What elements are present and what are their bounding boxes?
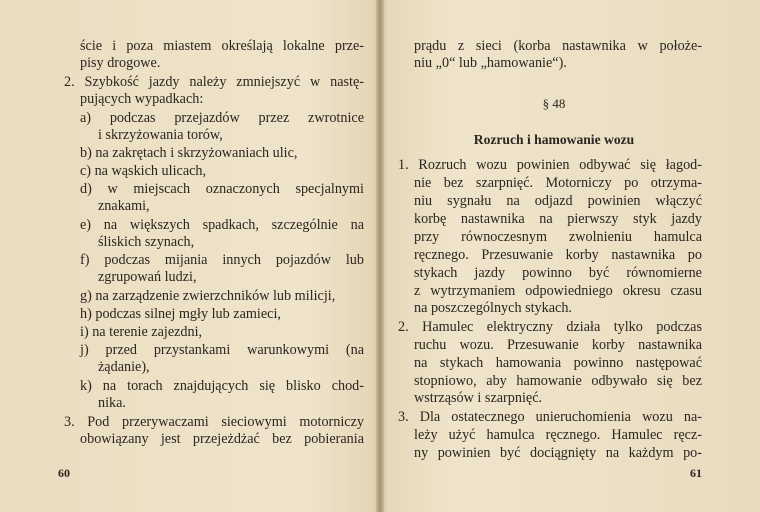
text-line: 3. Pod przerywaczami sieciowymi motorniczy <box>64 414 364 430</box>
text-line: obowiązany jest przejeżdżać bez pobierania <box>80 431 364 447</box>
text-line: j) przed przystankami warunkowymi (na <box>80 342 364 358</box>
text-line: ście i poza miastem określają lokalne prze- <box>80 38 364 54</box>
text-line: e) na większych spadkach, szczególnie na <box>80 217 364 233</box>
text-line: korbę nastawnika na pierwszy styk jazdy <box>414 211 702 227</box>
text-line: znakami, <box>98 198 150 214</box>
text-line: przy równoczesnym zwolnieniu hamulca <box>414 229 702 245</box>
text-line: z wytrzymaniem odpowiedniego okresu czasu <box>414 283 702 299</box>
text-line: ruchu wozu. Przesuwanie korby nastawnika <box>414 337 702 353</box>
text-line: wstrząsów i szarpnięć. <box>414 390 543 406</box>
text-line: na stykach hamowania powinno następować <box>414 355 702 371</box>
text-line: pisy drogowe. <box>80 55 161 71</box>
text-line: ręcznego. Przesuwanie korby nastawnika po <box>414 247 702 263</box>
left-page <box>0 0 378 512</box>
text-line: nika. <box>98 395 126 411</box>
text-line: pujących wypadkach: <box>80 91 204 107</box>
text-line: żądanie), <box>98 359 150 375</box>
text-line: śliskich szynach, <box>98 234 195 250</box>
text-line: k) na torach znajdujących się blisko chod- <box>80 378 364 394</box>
text-line: na poszczególnych stykach. <box>414 300 572 316</box>
text-line: 3. Dla ostatecznego unieruchomienia wozu na- <box>398 409 702 425</box>
text-line: i skrzyżowania torów, <box>98 127 223 143</box>
text-line: a) podczas przejazdów przez zwrotnice <box>80 110 364 126</box>
text-line: prądu z sieci (korba nastawnika w położe- <box>414 38 702 54</box>
text-line: 2. Hamulec elektryczny działa tylko podczas <box>398 319 702 335</box>
text-line: f) podczas mijania innych pojazdów lub <box>80 252 364 268</box>
page-number: 60 <box>58 466 70 480</box>
text-line: i) na terenie zajezdni, <box>80 324 203 340</box>
text-line: niu sygnału na odjazd powinien włączyć <box>414 193 702 209</box>
text-line: stykach jazdy powinno być równomierne <box>414 265 702 281</box>
section-heading: Rozruch i hamowanie wozu <box>473 132 635 147</box>
text-line: c) na wąskich ulicach, <box>80 163 207 179</box>
text-line: 1. Rozruch wozu powinien odbywać się łagod- <box>398 157 702 173</box>
text-line: h) podczas silnej mgły lub zamieci, <box>80 306 281 322</box>
section-number: § 48 <box>542 96 566 111</box>
text-line: zgrupowań ludzi, <box>98 269 197 285</box>
right-page <box>384 0 760 512</box>
page-number: 61 <box>690 466 702 480</box>
text-line: 2. Szybkość jazdy należy zmniejszyć w nastę- <box>64 74 364 90</box>
text-line: leży użyć hamulca ręcznego. Hamulec ręcz- <box>414 427 702 443</box>
text-line: g) na zarządzenie zwierzchników lub milicji, <box>80 288 336 304</box>
text-line: d) w miejscach oznaczonych specjalnymi <box>80 181 364 197</box>
text-line: ny powinien być dociągnięty na każdym po- <box>414 445 702 461</box>
text-line: b) na zakrętach i skrzyżowaniach ulic, <box>80 145 298 161</box>
text-line: nie bez szarpnięć. Motorniczy po otrzyma- <box>414 175 702 191</box>
text-line: stopniowo, aby hamowanie odbywało się bez <box>414 373 702 389</box>
text-line: niu „0“ lub „hamowanie“). <box>414 55 567 71</box>
